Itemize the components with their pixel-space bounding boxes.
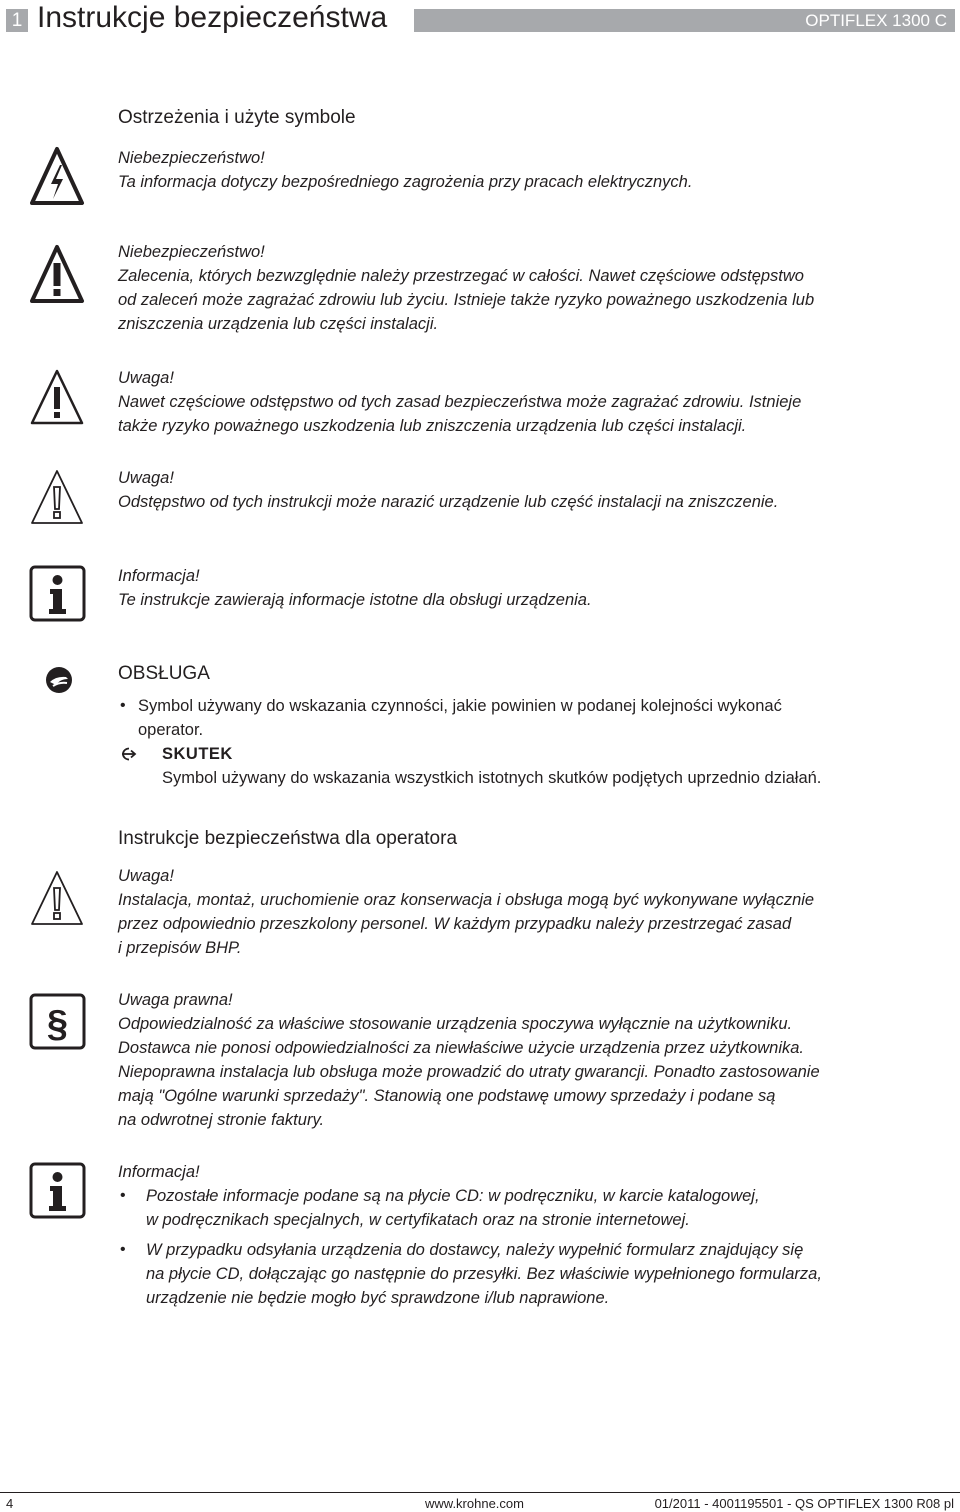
handling-title: OBSŁUGA (118, 663, 210, 684)
footer-doc-id: 01/2011 - 4001195501 - QS OPTIFLEX 1300 R08 pl (654, 1496, 954, 1511)
danger-electric-label: Niebezpieczeństwo! (118, 149, 265, 167)
warning-icon (29, 367, 85, 427)
legal-line: Dostawca nie ponosi odpowiedzialności za niewłaściwe użycie urządzenia przez użytkownika. (118, 1039, 805, 1057)
info-label: Informacja! (118, 567, 200, 585)
footer-website: www.krohne.com (425, 1496, 524, 1511)
operator-warning-line: i przepisów BHP. (118, 939, 242, 957)
info2-bullet2-line: W przypadku odsyłania urządzenia do dostawcy, należy wypełnić formularz znajdujący się (146, 1241, 804, 1259)
result-text: Symbol używany do wskazania wszystkich istotnych skutków podjętych uprzednio działań. (162, 769, 822, 787)
warning-health-line: Nawet częściowe odstępstwo od tych zasad bezpieczeństwa może zagrażać zdrowiu. Istnieje (118, 393, 802, 411)
caution-icon (29, 467, 85, 527)
caution-text: Odstępstwo od tych instrukcji może narazić urządzenie lub część instalacji na zniszczenie. (118, 493, 779, 511)
caution-label: Uwaga! (118, 469, 174, 487)
danger-warning-icon (29, 243, 85, 305)
warning-health-label: Uwaga! (118, 369, 174, 387)
information-icon (29, 565, 86, 622)
operator-warning-line: Instalacja, montaż, uruchomienie oraz konserwacja i obsługa mogą być wykonywane wyłącznie (118, 891, 815, 909)
legal-line: mają "Ogólne warunki sprzedaży". Stanowią one podstawę umowy sprzedaży i podane są (118, 1087, 776, 1105)
danger-general-line: od zaleceń może zagrażać zdrowiu lub życiu. Istnieje także ryzyko poważnego uszkodzenia lub (118, 291, 815, 309)
result-arrow-icon (118, 746, 138, 762)
info2-bullet2-line: urządzenie nie będzie mogło być sprawdzone i/lub naprawione. (146, 1289, 610, 1307)
handling-bullet-line: Symbol używany do wskazania czynności, jakie powinien w podanej kolejności wykonać (138, 697, 782, 715)
svg-text:§: § (46, 1003, 69, 1045)
page-number: 4 (6, 1496, 14, 1511)
info-text: Te instrukcje zawierają informacje istotne dla obsługi urządzenia. (118, 591, 592, 609)
info2-label: Informacja! (118, 1163, 200, 1181)
footer-divider (0, 1492, 960, 1493)
section-title-symbols: Ostrzeżenia i użyte symbole (118, 107, 356, 128)
danger-general-line: zniszczenia urządzenia lub części instalacji. (118, 315, 439, 333)
legal-line: Odpowiedzialność za właściwe stosowanie urządzenia spoczywa wyłącznie na użytkowniku. (118, 1015, 793, 1033)
caution-icon (29, 868, 85, 928)
operator-warning-label: Uwaga! (118, 867, 174, 885)
danger-general-label: Niebezpieczeństwo! (118, 243, 265, 261)
danger-general-line: Zalecenia, których bezwzględnie należy przestrzegać w całości. Nawet częściowe odstępstwo (118, 267, 804, 285)
handling-bullet-line: operator. (138, 721, 204, 739)
handling-icon (44, 665, 74, 695)
info2-bullet1-line: w podręcznikach specjalnych, w certyfikatach oraz na stronie internetowej. (146, 1211, 690, 1229)
chapter-title: Instrukcje bezpieczeństwa (37, 1, 388, 34)
bullet-dot: • (120, 1241, 126, 1258)
product-name: OPTIFLEX 1300 C (414, 9, 955, 32)
bullet-dot: • (120, 1187, 126, 1204)
section-title-operator: Instrukcje bezpieczeństwa dla operatora (118, 828, 458, 849)
danger-electric-text: Ta informacja dotyczy bezpośredniego zagrożenia przy pracach elektrycznych. (118, 173, 693, 191)
operator-warning-line: przez odpowiednio przeszkolony personel. W każdym przypadku należy przestrzegać zasad (118, 915, 792, 933)
bullet-dot: • (120, 697, 126, 714)
page-header (0, 0, 960, 40)
info2-bullet1-line: Pozostałe informacje podane są na płycie CD: w podręczniku, w karcie katalogowej, (146, 1187, 760, 1205)
chapter-number: 1 (6, 9, 28, 32)
warning-health-line: także ryzyko poważnego uszkodzenia lub zniszczenia urządzenia lub części instalacji. (118, 417, 747, 435)
legal-line: Niepoprawna instalacja lub obsługa może prowadzić do utraty gwarancji. Ponadto zastosowanie (118, 1063, 820, 1081)
info2-bullet2-line: na płycie CD, dołączając go następnie do przesyłki. Bez właściwie wypełnionego formularza, (146, 1265, 822, 1283)
legal-paragraph-icon (29, 993, 86, 1050)
legal-line: na odwrotnej stronie faktury. (118, 1111, 325, 1129)
result-label: SKUTEK (162, 745, 233, 763)
electric-hazard-icon (29, 145, 85, 207)
legal-label: Uwaga prawna! (118, 991, 233, 1009)
information-icon (29, 1162, 86, 1219)
